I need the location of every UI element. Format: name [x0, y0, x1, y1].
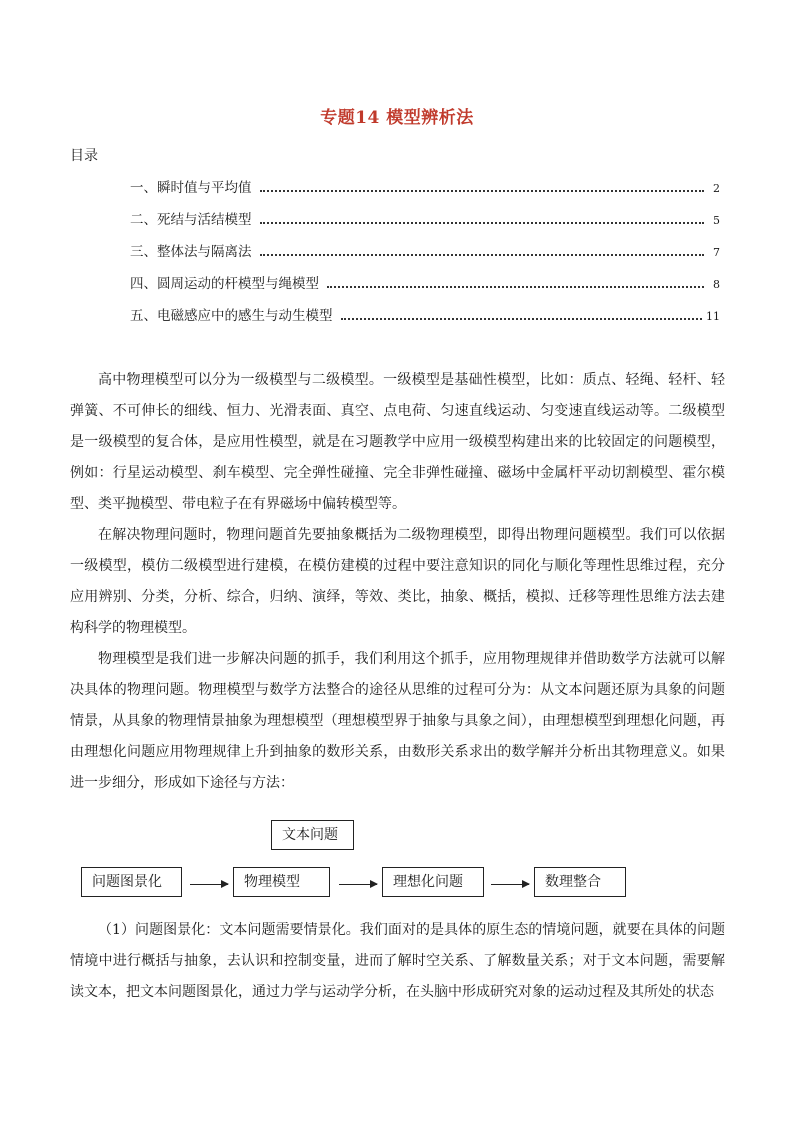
paragraph: 高中物理模型可以分为一级模型与二级模型。一级模型是基础性模型，比如：质点、轻绳、轻杆、轻弹簧、不可伸长的细线、恒力、光滑表面、真空、点电荷、匀速直线运动、匀变速直线运动等。二级模型是一级模型的复合体，是应用性模型，就是在习题教学中应用一级模型构建出来的比较固定的问题模型，例如：行星运动模型、刹车模型、完全弹性碰撞、完全非弹性碰撞、磁场中金属杆平动切割模型、霍尔模型、类平抛模型、带电粒子在有界磁场中偏转模型等。	[70, 372, 725, 512]
toc-leader-dots	[327, 276, 704, 288]
toc-item-label: 五、电磁感应中的感生与动生模型	[130, 308, 333, 324]
toc-item-page: 8	[713, 278, 720, 291]
toc-item-page: 5	[713, 214, 720, 227]
bottom-text	[70, 915, 725, 1008]
toc-item[interactable]	[130, 304, 720, 336]
toc-item-page: 7	[713, 246, 720, 259]
toc-leader-dots	[260, 180, 705, 192]
flow-box-physical-model: 物理模型	[233, 867, 330, 897]
toc-item-label: 四、圆周运动的杆模型与绳模型	[130, 276, 319, 292]
paragraph: （1）问题图景化：文本问题需要情景化。我们面对的是具体的原生态的情境问题，就要在具体的问题情境中进行概括与抽象，去认识和控制变量，进而了解时空关系、了解数量关系；对于文本问题，需要解读文本，把文本问题图景化，通过力学与运动学分析，在头脑中形成研究对象的运动过程及其所处的状态	[70, 922, 725, 1000]
toc-leader-dots	[260, 244, 705, 256]
table-of-contents	[130, 176, 720, 336]
flow-box-text-problem: 文本问题	[271, 820, 354, 850]
body-text	[70, 365, 725, 799]
toc-item-page: 2	[713, 182, 720, 195]
toc-item-label: 二、死结与活结模型	[130, 212, 252, 228]
flow-box-idealized-problem: 理想化问题	[382, 867, 484, 897]
toc-leader-dots	[260, 212, 705, 224]
flow-arrow	[190, 884, 228, 885]
page-title: 专题14 模型辨析法	[320, 108, 474, 128]
toc-item-label: 一、瞬时值与平均值	[130, 180, 252, 196]
flow-box-math-integration: 数理整合	[534, 867, 626, 897]
toc-item-page: 11	[706, 310, 720, 323]
paragraph: 在解决物理问题时，物理问题首先要抽象概括为二级物理模型，即得出物理问题模型。我们可以依据一级模型，模仿二级模型进行建模，在模仿建模的过程中要注意知识的同化与顺化等理性思维过程，充分应用辨别、分类，分析、综合，归纳、演绎，等效、类比，抽象、概括，模拟、迁移等理性思维方法去建构科学的物理模型。	[70, 527, 725, 636]
paragraph: 物理模型是我们进一步解决问题的抓手，我们利用这个抓手，应用物理规律并借助数学方法就可以解决具体的物理问题。物理模型与数学方法整合的途径从思维的过程可分为：从文本问题还原为具象的问题情景，从具象的物理情景抽象为理想模型（理想模型界于抽象与具象之间），由理想模型到理想化问题，再由理想化问题应用物理规律上升到抽象的数形关系，由数形关系求出的数学解并分析出其物理意义。如果进一步细分，形成如下途径与方法：	[70, 651, 725, 791]
toc-item[interactable]	[130, 208, 720, 240]
toc-heading: 目录	[70, 148, 98, 164]
toc-item[interactable]	[130, 240, 720, 272]
toc-item[interactable]	[130, 176, 720, 208]
toc-item[interactable]	[130, 272, 720, 304]
toc-leader-dots	[341, 308, 703, 320]
flow-arrow	[491, 884, 529, 885]
flow-arrow	[339, 884, 377, 885]
toc-item-label: 三、整体法与隔离法	[130, 244, 252, 260]
flow-box-visualize: 问题图景化	[81, 867, 182, 897]
